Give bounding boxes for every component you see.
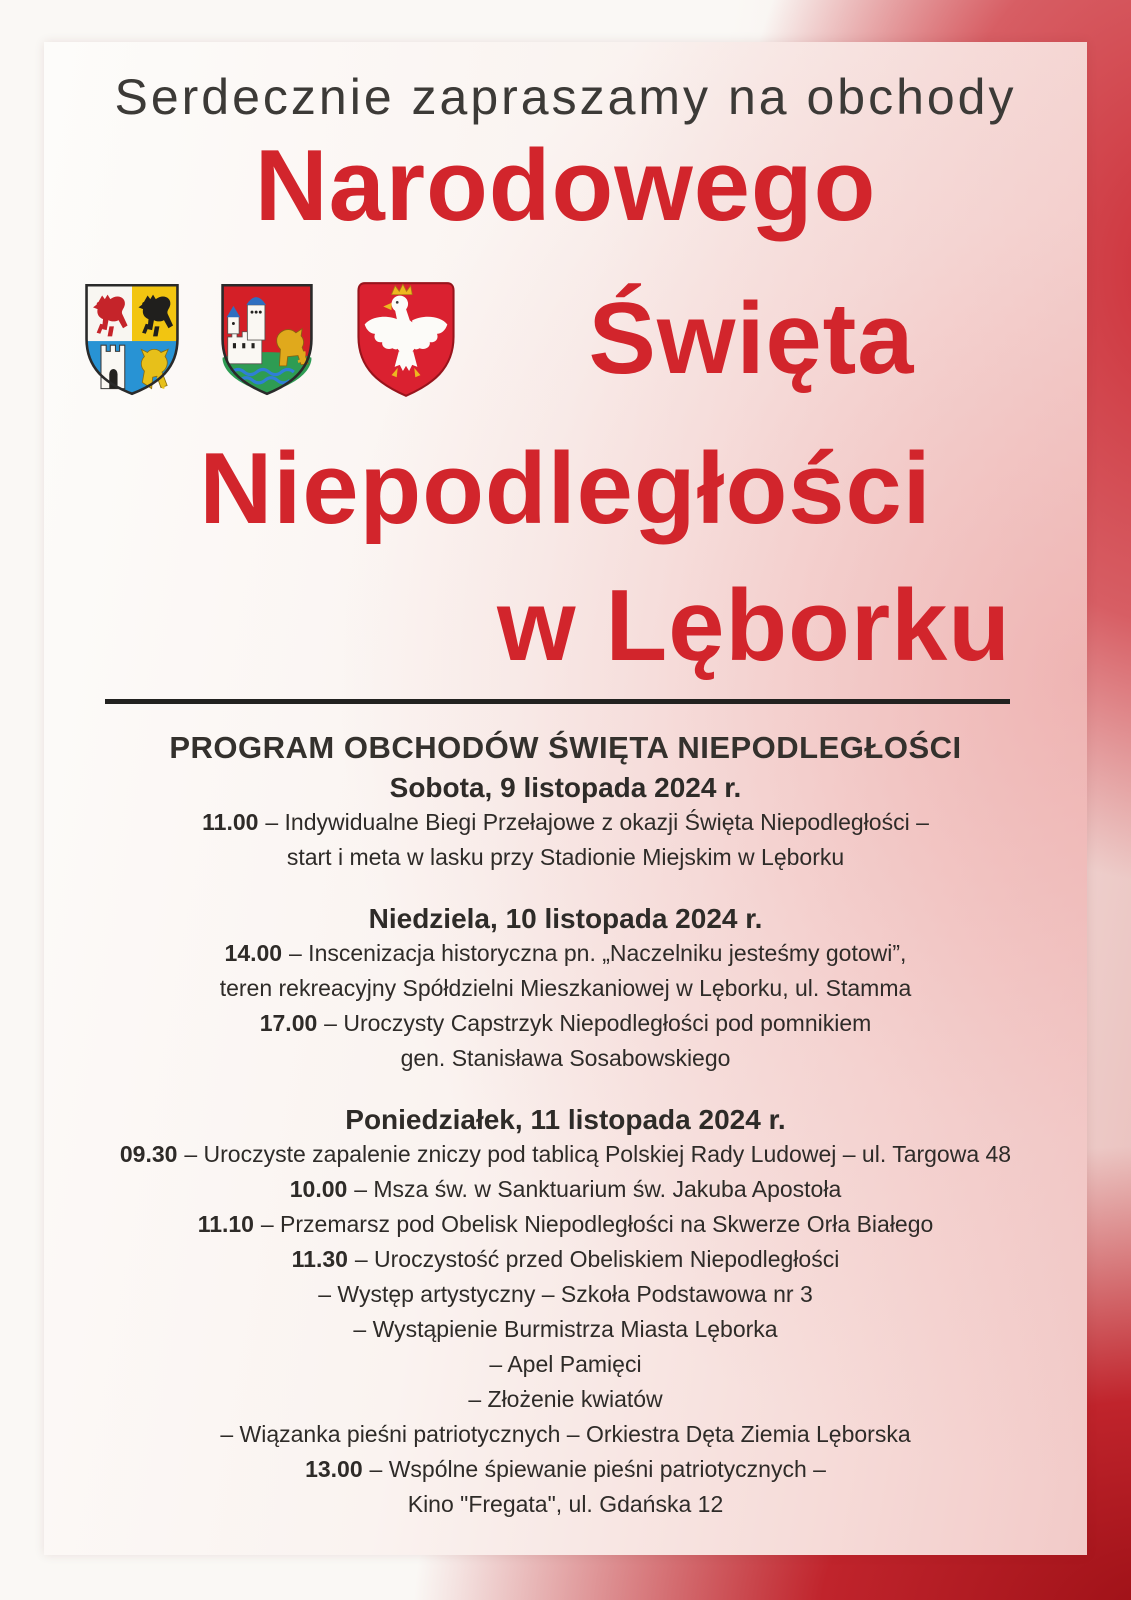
event-text: – Indywidualne Biegi Przełajowe z okazji Święta Niepodległości – [265, 809, 929, 835]
event-text: – Uroczystość przed Obeliskiem Niepodległości [354, 1246, 840, 1272]
schedule-line [44, 1417, 1087, 1452]
schedule-line [44, 1347, 1087, 1382]
event-text: – Apel Pamięci [489, 1351, 642, 1377]
schedule-line [44, 1382, 1087, 1417]
schedule-line [44, 971, 1087, 1006]
event-text: – Złożenie kwiatów [468, 1386, 663, 1412]
coat-of-arms-row [78, 277, 464, 401]
program-heading: PROGRAM OBCHODÓW ŚWIĘTA NIEPODLEGŁOŚCI [169, 730, 962, 765]
county-coat-of-arms-icon [78, 277, 186, 401]
schedule-line [44, 1242, 1087, 1277]
title-line-niepodleglosci: Niepodległości [199, 433, 932, 545]
poster-panel [44, 42, 1087, 1555]
event-text: – Występ artystyczny – Szkoła Podstawowa nr 3 [318, 1281, 813, 1307]
event-text: – Msza św. w Sanktuarium św. Jakuba Apostoła [354, 1176, 842, 1202]
time-label: 17.00 [259, 1010, 318, 1036]
event-text: start i meta w lasku przy Stadionie Miejskim w Lęborku [286, 844, 845, 870]
time-label: 10.00 [289, 1176, 348, 1202]
event-text: – Przemarsz pod Obelisk Niepodległości na Skwerze Orła Białego [260, 1211, 934, 1237]
schedule-line [44, 805, 1087, 840]
event-text: – Inscenizacja historyczna pn. „Naczelniku jesteśmy gotowi”, [289, 940, 907, 966]
time-label: 09.30 [119, 1141, 178, 1167]
day-header: Sobota, 9 listopada 2024 r. [389, 772, 742, 803]
divider-line [105, 699, 1010, 704]
intro-line: Serdecznie zapraszamy na obchody [114, 69, 1017, 125]
title-line-swieta: Święta [588, 282, 915, 395]
title-line-w-leborku: w Lęborku [496, 570, 1011, 682]
event-text: – Uroczysty Capstrzyk Niepodległości pod pomnikiem [324, 1010, 872, 1036]
title-line-narodowego: Narodowego [254, 130, 877, 242]
event-text: gen. Stanisława Sosabowskiego [400, 1045, 731, 1071]
event-text: – Wiązanka pieśni patriotycznych – Orkiestra Dęta Ziemia Lęborska [220, 1421, 911, 1447]
time-label: 13.00 [305, 1456, 363, 1482]
schedule-line [44, 1137, 1087, 1172]
day-section-monday [44, 1102, 1087, 1522]
day-section-sunday [44, 901, 1087, 1076]
event-text: – Uroczyste zapalenie zniczy pod tablicą Polskiej Rady Ludowej – ul. Targowa 48 [184, 1141, 1012, 1167]
schedule-line [44, 1277, 1087, 1312]
schedule-line [44, 1452, 1087, 1487]
day-header: Niedziela, 10 listopada 2024 r. [368, 903, 763, 934]
event-text: – Wystąpienie Burmistrza Miasta Lęborka [353, 1316, 778, 1342]
city-coat-of-arms-icon [212, 277, 322, 401]
time-label: 11.30 [291, 1246, 348, 1272]
schedule-line [44, 936, 1087, 971]
day-header: Poniedziałek, 11 listopada 2024 r. [345, 1104, 786, 1135]
event-text: teren rekreacyjny Spółdzielni Mieszkaniowej w Lęborku, ul. Stamma [219, 975, 912, 1001]
schedule-line [44, 840, 1087, 875]
schedule-line [44, 1172, 1087, 1207]
schedule-line [44, 1207, 1087, 1242]
time-label: 11.10 [197, 1211, 254, 1237]
time-label: 11.00 [202, 809, 259, 835]
time-label: 14.00 [224, 940, 283, 966]
event-text: Kino "Fregata", ul. Gdańska 12 [407, 1491, 724, 1517]
title-row [44, 273, 1087, 405]
schedule-line [44, 1312, 1087, 1347]
schedule-line [44, 1006, 1087, 1041]
event-text: – Wspólne śpiewanie pieśni patriotycznych – [369, 1456, 826, 1482]
schedule-line [44, 1487, 1087, 1522]
day-section-saturday [44, 770, 1087, 875]
schedule-line [44, 1041, 1087, 1076]
